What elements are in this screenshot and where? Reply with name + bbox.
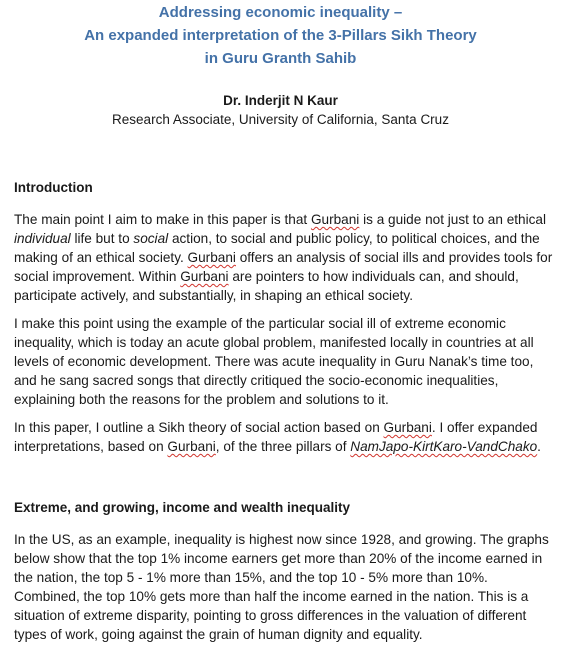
text-run: . I offer expanded interpretations, based on: [14, 420, 538, 454]
text-run: is a guide not just to an ethical: [359, 212, 546, 227]
author-affiliation: Research Associate, University of California, Santa Cruz: [112, 112, 449, 127]
spellcheck-word: Gurbani: [187, 250, 236, 265]
italic-spellcheck-phrase: NamJapo-KirtKaro-VandChako: [350, 439, 538, 454]
text-run: life but to: [70, 231, 134, 246]
title-line-2: An expanded interpretation of the 3-Pillars Sikh Theory: [84, 27, 477, 44]
italic-word: individual: [14, 231, 71, 246]
spellcheck-word: Gurbani: [383, 420, 432, 435]
inequality-paragraph-1: In the US, as an example, inequality is highest now since 1928, and growing. The graphs below show that the top 1% income earners get more than 20% of the income earned in the nation, the top 5 - 1% more than 15%, and the top 10 - 5% more than 10%. Combined, the top 10% gets more than half the income earned in the nation. This is a situation of extreme disparity, pointing to gross differences in the valuation of different types of work, going against the grain of human dignity and equality.: [14, 532, 549, 642]
spellcheck-word: Gurbani: [180, 269, 229, 284]
text-run: offers an analysis of social ills and provides tools for social improvement. Within: [14, 250, 553, 284]
title-line-1: Addressing economic inequality –: [158, 4, 403, 21]
text-run: are pointers to how individuals can, and should, participate actively, and substantially, in shaping an ethical society.: [14, 269, 519, 303]
document-title: [0, 0, 561, 69]
spellcheck-word: Gurbani: [310, 212, 360, 227]
author-name: Dr. Inderjit N Kaur: [223, 93, 338, 108]
intro-paragraph-2: I make this point using the example of the particular social ill of extreme economic inequality, which is today an acute global problem, manifested locally in countries at all levels of economic development. There was acute inequality in Guru Nanak’s time too, and he sang sacred songs that directly critiqued the socio-economic inequalities, explaining both the reasons for the problem and solutions to it.: [14, 316, 534, 407]
intro-paragraph-1: [14, 210, 554, 305]
author-block: [0, 91, 561, 129]
text-run: , of the three pillars of: [215, 439, 351, 454]
intro-paragraph-3: [14, 418, 554, 456]
text-run: In this paper, I outline a Sikh theory of social action based on: [14, 420, 384, 435]
text-run: action, to social and public policy, to political choices, and the making of an ethical society.: [14, 231, 540, 265]
text-run: .: [537, 439, 541, 454]
spellcheck-word: Gurbani: [167, 439, 216, 454]
text-run: The main point I aim to make in this paper is that: [14, 212, 311, 227]
italic-word: social: [133, 231, 169, 246]
introduction-heading: Introduction: [14, 180, 93, 195]
inequality-heading: Extreme, and growing, income and wealth inequality: [14, 500, 351, 515]
title-line-3: in Guru Granth Sahib: [204, 50, 357, 67]
